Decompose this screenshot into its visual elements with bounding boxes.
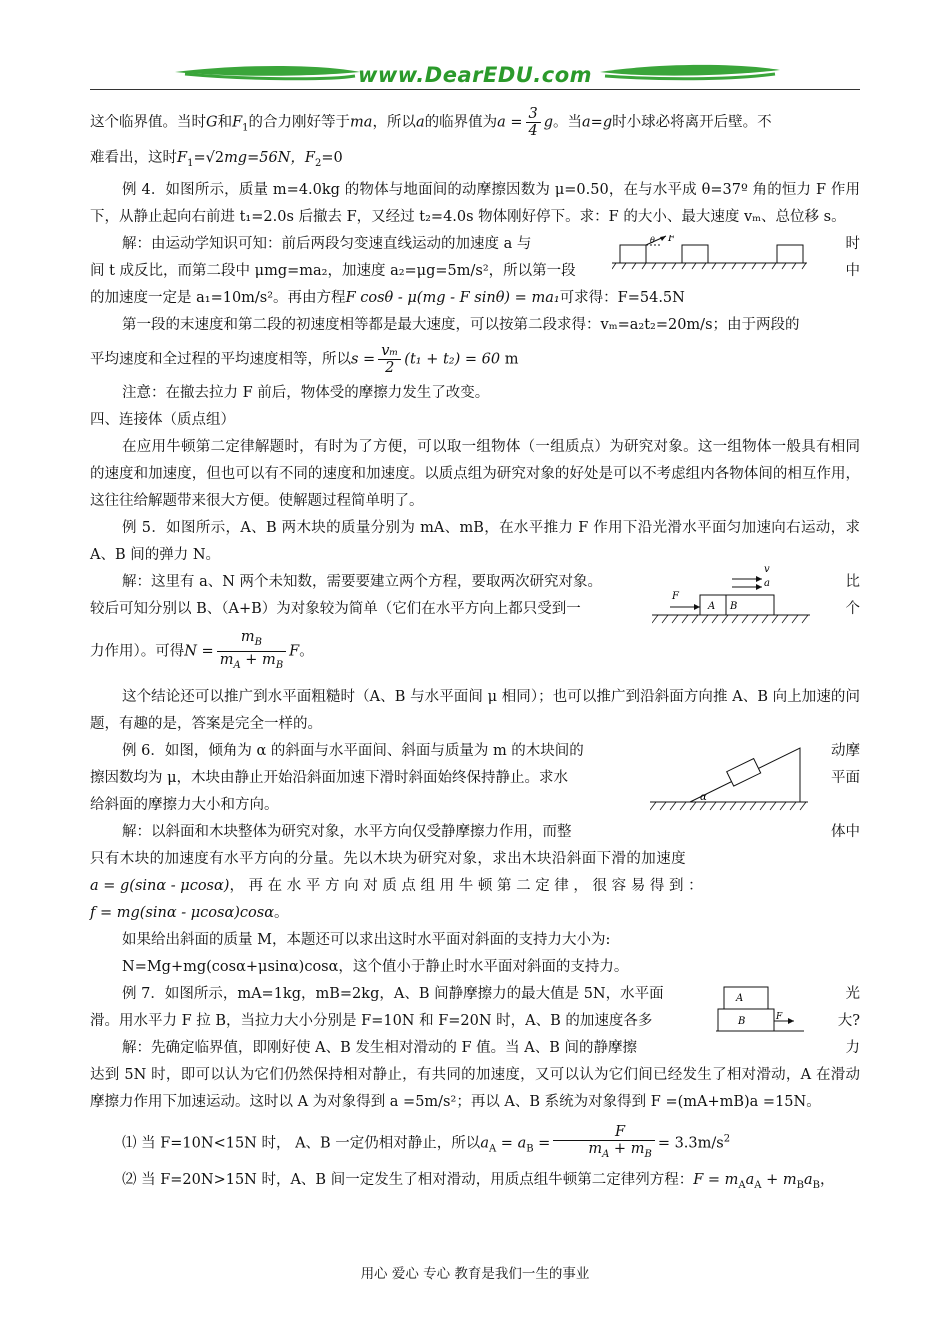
force-label: F	[668, 235, 675, 245]
example-4-question: 例 4．如图所示，质量 m=4.0kg 的物体与地面间的动摩擦因数为 μ=0.50，在与水平成 θ=37º 角的恒力 F 作用下，从静止起向右前进 t₁=2.0s 后撤去 F，又经过 t₂=4.0s 物体刚好停下。求：F 的大小、最大速度 vₘ、总位移 s。	[90, 182, 860, 226]
leaf-right	[600, 65, 780, 76]
solution-7-critical: 达到 5N 时，即可以认为它们仍然保持相对静止，有共同的加速度，又可以认为它们间已经发生了相对滑动，A 在滑动摩擦力作用下加速运动。这时以 A 为对象得到 a =5m/s²；再以 A、B 系统为对象得到 F =(mA+mB)a =15N。	[90, 1067, 860, 1111]
solution-6-line-4: f = mg(sinα - μcosα)cosα。	[90, 905, 289, 922]
example-5-question: 例 5．如图所示，A、B 两木块的质量分别为 mA、mB，在水平推力 F 作用下沿光滑水平面匀加速向右运动，求 A、B 间的弹力 N。	[90, 520, 860, 564]
case-1: ⑴ 当 F=10N<15N 时， A、B 一定仍相对静止，所以$a_A = a_B$ = $\frac{F}{m_A + m_B}$ = $3.3m/s^2$	[122, 1124, 731, 1160]
equation-4: F cosθ - μ(mg - F sinθ) = ma₁	[345, 290, 560, 307]
svg-text:F: F	[776, 1012, 783, 1023]
line-2: 难看出，这时$F_1=√2mg=56N$，$F_2=0$	[90, 150, 343, 170]
paragraph-generalization: 这个结论还可以推广到水平面粗糙时（A、B 与水平面间 μ 相同）；也可以推广到沿斜面方向推 A、B 向上加速的问题，有趣的是，答案是完全一样的。	[90, 689, 860, 733]
example-4-solution: θ F 解：由运动学知识可知：前后两段匀变速直线运动的加速度 a 与 时 间 t 成反比，而第二段中 μmg=ma₂，加速度 a₂=μg=5m/s²，所以第一段 中 的加速度一定是 a₁=10m/s²。再由方程F cosθ - μ(mg - F sinθ) = ma₁可求得：F=54.5N	[90, 235, 860, 307]
note-4: 注意：在撤去拉力 F 前后，物体受的摩擦力发生了改变。	[122, 385, 490, 402]
push-force-label: F	[672, 591, 679, 603]
line-1: 这个临界值。当时G和$F_1$的合力刚好等于ma，所以a的临界值为a = $\frac{3}{4}$ g。当a=g时小球必将离开后壁。不	[90, 106, 772, 139]
velocity-label: v	[764, 564, 770, 576]
angle-label: α	[700, 792, 707, 804]
example-7: A B F 例 7．如图所示，mA=1kg，mB=2kg，A、B 间静摩擦力的最大值是 5N，水平面 光 滑。用水平力 F 拉 B，当拉力大小分别是 F=10N 和 F=20N 时，A、B 的加速度各多 大? 解：先确定临界值，即刚好使 A、B 发生相对滑动的 F 值。当 A、B 间的静摩擦 力	[90, 986, 860, 1057]
paragraph-support-force: 如果给出斜面的质量 M，本题还可以求出这时水平面对斜面的支持力大小为:	[122, 932, 611, 949]
svg-text:B: B	[738, 1016, 746, 1028]
solution-4-line-2: 间 t 成反比，而第二段中 μmg=ma₂，加速度 a₂=μg=5m/s²，所以第一段	[90, 263, 576, 280]
case-2: ⑵ 当 F=20N>15N 时，A、B 间一定发生了相对滑动，用质点组牛顿第二定律列方程：$F = m_Aa_A + m_Ba_B$，	[122, 1171, 835, 1191]
paragraph-connected-bodies: 在应用牛顿第二定律解题时，有时为了方便，可以取一组物体（一组质点）为研究对象。这一组物体一般具有相同的速度和加速度，但也可以有不同的速度和加速度。以质点组为研究对象的好处是可以不考虑组内各物体间的相互作用，这往往给解题带来很大方便。使解题过程简单明了。	[90, 439, 860, 510]
site-logo-text[interactable]: www.DearEDU.com	[357, 63, 593, 87]
solution-5-formula: 力作用）。可得N = $\frac{m_B}{m_A + m_B}$ F。	[90, 629, 314, 672]
document-body	[90, 106, 860, 1199]
solution-4-max-speed: 第一段的末速度和第二段的初速度相等都是最大速度，可以按第二段求得：vₘ=a₂t₂=20m/s；由于两段的	[122, 317, 800, 334]
theta-label: θ	[650, 236, 655, 246]
paragraph-support-result: N=Mg+mg(cosα+μsinα)cosα，这个值小于静止时水平面对斜面的支持力。	[122, 959, 629, 976]
svg-text:B: B	[730, 601, 738, 613]
example-5-solution: v a F A B 解：这里有 a、N 两个未知数，需要要建立两个方程，要取两次研究对象。 比 较后可知分别以 B、（A+B）为对象较为简单（它们在水平方向上都只受到一 个 力作用）。可得N = $\frac{m_B}{m_A + m_B}$ F。	[90, 569, 860, 674]
svg-text:A: A	[708, 601, 716, 613]
solution-6-line-2: 只有木块的加速度有水平方向的分量。先以木块为研究对象，求出木块沿斜面下滑的加速度	[90, 851, 686, 868]
page-footer: 用心 爱心 专心 教育是我们一生的事业	[360, 1266, 590, 1282]
example-6: α 例 6．如图，倾角为 α 的斜面与水平面间、斜面与质量为 m 的木块间的 动摩 擦因数均为 μ，木块由静止开始沿斜面加速下滑时斜面始终保持静止。求水 平面 给斜面的摩擦力大小和方向。 解：以斜面和木块整体为研究对象，水平方向仅受静摩擦力作用，而整 体中	[90, 738, 860, 846]
svg-text:A: A	[736, 993, 744, 1005]
section-heading-4: 四、连接体（质点组）	[90, 412, 235, 429]
solution-4-line-1: 解：由运动学知识可知：前后两段匀变速直线运动的加速度 a 与	[122, 236, 532, 253]
header-rule	[90, 89, 860, 90]
solution-6-line-3: a = g(sinα - μcosα)， 再 在 水 平 方 向 对 质 点 组 用 牛 顿 第 二 定 律 ， 很 容 易 得 到 ：	[90, 878, 703, 895]
acceleration-label: a	[764, 578, 770, 590]
solution-4-displacement: 平均速度和全过程的平均速度相等，所以s = $\frac{\text{vₘ}}{2}$ (t₁ + t₂) = 60 m	[90, 343, 519, 377]
fraction-3-4: $\frac{3}{4}$	[526, 106, 541, 139]
